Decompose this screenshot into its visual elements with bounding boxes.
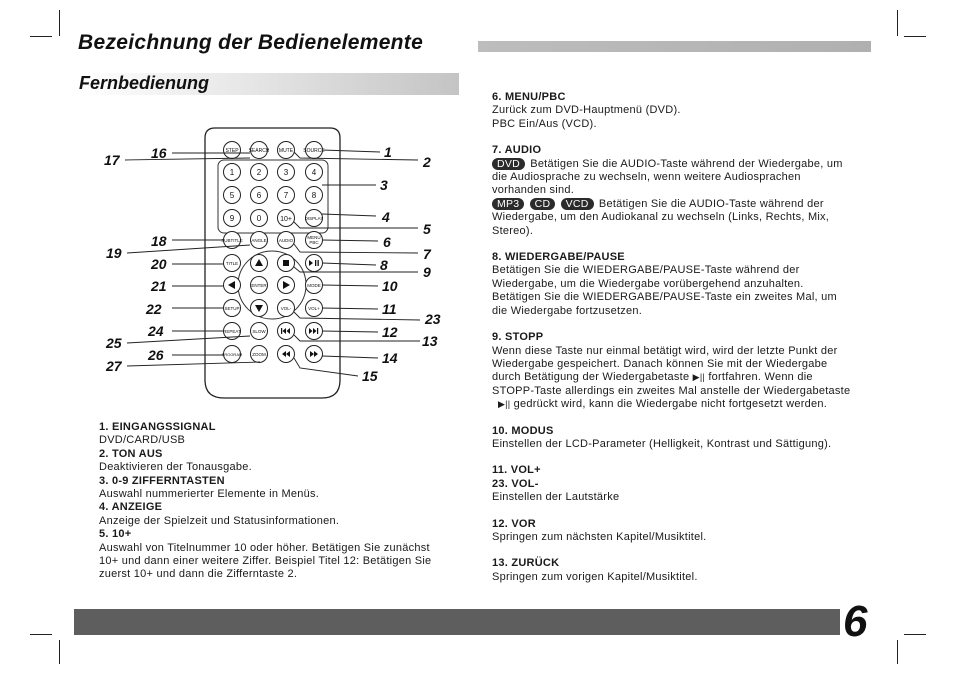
item-heading: 3. 0-9 ZIFFERNTASTEN bbox=[99, 474, 225, 487]
svg-text:MODE: MODE bbox=[307, 283, 321, 288]
item-text: Auswahl nummerierter Elemente in Menüs. bbox=[99, 488, 320, 501]
item-text: DVD/CARD/USB bbox=[99, 434, 186, 447]
svg-text:5: 5 bbox=[229, 191, 235, 200]
svg-text:3: 3 bbox=[283, 168, 289, 177]
digit-7-button bbox=[278, 187, 295, 204]
page-title: Bezeichnung der Bedienelemente bbox=[78, 31, 424, 54]
menu-pbc-button bbox=[306, 232, 323, 249]
item-heading: 12. VOR bbox=[492, 517, 536, 530]
digit-9-button bbox=[224, 210, 241, 227]
stop-line-5 bbox=[492, 398, 892, 411]
item-heading: 13. ZURÜCK bbox=[492, 557, 560, 570]
play-pause-icon: ▶|| bbox=[692, 372, 706, 383]
item-heading: 5. 10+ bbox=[99, 528, 132, 541]
svg-text:PBC: PBC bbox=[309, 240, 319, 245]
item-text: Anzeige der Spielzeit und Statusinformationen. bbox=[99, 514, 340, 527]
callout-17: 17 bbox=[104, 152, 120, 168]
item-heading: 9. STOPP bbox=[492, 331, 544, 344]
callout-15: 15 bbox=[362, 368, 378, 384]
callout-1: 1 bbox=[384, 144, 392, 160]
item-heading: 8. WIEDERGABE/PAUSE bbox=[492, 251, 625, 264]
ten-plus-button bbox=[278, 210, 295, 227]
next-icon bbox=[306, 323, 323, 340]
svg-text:TITLE: TITLE bbox=[225, 261, 239, 266]
title-button bbox=[224, 255, 241, 272]
svg-text:SOURCE: SOURCE bbox=[303, 148, 325, 154]
item-text: Einstellen der Lautstärke bbox=[492, 491, 620, 504]
fast-forward-icon bbox=[306, 346, 323, 363]
dvd-badge: DVD bbox=[492, 158, 525, 170]
previous-icon bbox=[278, 323, 295, 340]
callout-11: 11 bbox=[382, 301, 397, 317]
callout-14: 14 bbox=[382, 350, 398, 366]
callout-18: 18 bbox=[151, 233, 167, 249]
callout-25: 25 bbox=[106, 335, 122, 351]
callout-22: 22 bbox=[146, 301, 162, 317]
svg-text:SUBTITLE: SUBTITLE bbox=[221, 238, 243, 243]
callout-2: 2 bbox=[423, 154, 431, 170]
svg-text:SLOW: SLOW bbox=[252, 329, 266, 334]
callout-23: 23 bbox=[425, 311, 441, 327]
callout-6: 6 bbox=[383, 234, 391, 250]
digit-5-button bbox=[224, 187, 241, 204]
item-heading: 6. MENU/PBC bbox=[492, 91, 566, 103]
play-pause-icon bbox=[306, 255, 323, 272]
svg-text:9: 9 bbox=[229, 214, 235, 223]
step-button bbox=[224, 142, 241, 159]
item-text: Betätigen Sie die AUDIO-Taste während der Wiedergabe, um bbox=[526, 157, 843, 170]
cd-badge: CD bbox=[530, 198, 556, 210]
item-text: die Audiosprache zu wechseln, wenn weitere Audiosprachen bbox=[492, 171, 801, 184]
item-text: die Wiedergabe fortzusetzen. bbox=[492, 304, 643, 317]
callout-4: 4 bbox=[382, 209, 390, 225]
svg-text:4: 4 bbox=[311, 168, 317, 177]
item-text: Betätigen Sie die WIEDERGABE/PAUSE-Taste ein zweites Mal, um bbox=[492, 291, 837, 304]
svg-text:PROGRAM: PROGRAM bbox=[221, 352, 243, 357]
page-number: 6 bbox=[843, 597, 868, 646]
vol-minus-button bbox=[278, 300, 295, 317]
svg-text:VOL-: VOL- bbox=[280, 306, 292, 311]
callout-21: 21 bbox=[151, 278, 167, 294]
item-text: Betätigen Sie die AUDIO-Taste während der bbox=[595, 197, 824, 210]
audio-dvd-line bbox=[492, 158, 892, 171]
item-heading: 7. AUDIO bbox=[492, 144, 542, 157]
svg-text:0: 0 bbox=[256, 214, 262, 223]
svg-text:7: 7 bbox=[283, 191, 289, 200]
svg-text:VOL+: VOL+ bbox=[308, 306, 320, 311]
enter-button bbox=[251, 277, 268, 294]
svg-text:SEARCH: SEARCH bbox=[248, 148, 270, 154]
display-button bbox=[305, 210, 324, 227]
item-heading: 11. VOL+ bbox=[492, 464, 541, 477]
rewind-icon bbox=[278, 346, 295, 363]
callout-19: 19 bbox=[106, 245, 122, 261]
digit-4-button bbox=[306, 164, 323, 181]
audio-mp3-line bbox=[492, 198, 892, 211]
item-text: Zurück zum DVD-Hauptmenü (DVD). bbox=[492, 104, 681, 117]
item-heading: 10. MODUS bbox=[492, 424, 554, 437]
left-arrow-icon bbox=[224, 277, 241, 294]
up-arrow-icon bbox=[251, 255, 268, 272]
stop-line-3 bbox=[492, 371, 892, 384]
item-text: Wiedergabe, um die Wiedergabe vorübergehend anzuhalten. bbox=[492, 277, 804, 290]
left-description-column bbox=[99, 421, 469, 582]
digit-6-button bbox=[251, 187, 268, 204]
item-heading: 23. VOL- bbox=[492, 477, 539, 490]
item-text: Wenn diese Taste nur einmal betätigt wird, wird der letzte Punkt der bbox=[492, 344, 838, 357]
svg-text:8: 8 bbox=[311, 191, 317, 200]
item-text: Einstellen der LCD-Parameter (Helligkeit, Kontrast und Sättigung). bbox=[492, 437, 832, 450]
mute-button bbox=[278, 142, 295, 159]
stop-icon bbox=[278, 255, 295, 272]
callout-10: 10 bbox=[382, 278, 398, 294]
item-text: 10+ und dann einer weitere Ziffer. Beispiel Titel 12: Betätigen Sie bbox=[99, 555, 432, 568]
digit-1-button bbox=[224, 164, 241, 181]
svg-text:ENTER: ENTER bbox=[251, 283, 267, 288]
svg-text:AUDIO: AUDIO bbox=[278, 238, 294, 243]
vcd-badge: VCD bbox=[561, 198, 594, 210]
mp3-badge: MP3 bbox=[492, 198, 524, 210]
section-title: Fernbedienung bbox=[79, 73, 209, 93]
svg-text:ANGLE: ANGLE bbox=[251, 238, 267, 243]
svg-text:MENU: MENU bbox=[307, 235, 321, 240]
svg-text:MUTE: MUTE bbox=[278, 148, 294, 154]
callout-9: 9 bbox=[423, 264, 431, 280]
callout-8: 8 bbox=[380, 257, 388, 273]
svg-text:REPEAT: REPEAT bbox=[223, 329, 241, 334]
svg-text:ZOOM: ZOOM bbox=[252, 352, 266, 357]
right-arrow-icon bbox=[278, 277, 295, 294]
audio-button bbox=[278, 232, 295, 249]
item-text: Wiedergabe gespeichert. Danach können Sie mit der Wiedergabe bbox=[492, 357, 828, 370]
item-text: fortfahren. Wenn die bbox=[705, 371, 813, 384]
svg-text:1: 1 bbox=[229, 168, 235, 177]
item-text: gedrückt wird, kann die Wiedergabe nicht fortgesetzt werden. bbox=[510, 398, 828, 411]
angle-button bbox=[251, 232, 268, 249]
svg-text:STEP: STEP bbox=[225, 148, 239, 154]
item-text: Springen zum vorigen Kapitel/Musiktitel. bbox=[492, 570, 698, 583]
item-text: durch Betätigung der Wiedergabetaste bbox=[492, 371, 693, 384]
play-pause-icon: ▶|| bbox=[498, 399, 511, 410]
slow-button bbox=[251, 323, 268, 340]
callout-20: 20 bbox=[151, 256, 167, 272]
down-arrow-icon bbox=[251, 300, 268, 317]
callout-3: 3 bbox=[380, 177, 388, 193]
item-text: STOPP-Taste allerdings ein zweites Mal anstelle der Wiedergabetaste bbox=[492, 384, 851, 397]
item-text: vorhanden sind. bbox=[492, 184, 575, 197]
digit-2-button bbox=[251, 164, 268, 181]
item-text: Wiedergabe, um den Audiokanal zu wechseln (Links, Rechts, Mix, bbox=[492, 211, 830, 224]
item-heading: 1. EINGANGSSIGNAL bbox=[99, 421, 216, 433]
digit-0-button bbox=[251, 210, 268, 227]
item-heading: 4. ANZEIGE bbox=[99, 501, 163, 514]
item-text: Stereo). bbox=[492, 224, 534, 237]
callout-24: 24 bbox=[148, 323, 164, 339]
svg-text:DISPLAY: DISPLAY bbox=[304, 216, 324, 221]
item-text: Deaktivieren der Tonausgabe. bbox=[99, 461, 252, 474]
item-text: PBC Ein/Aus (VCD). bbox=[492, 117, 597, 130]
svg-text:SETUP: SETUP bbox=[224, 306, 240, 311]
right-description-column bbox=[492, 91, 892, 597]
item-heading: 2. TON AUS bbox=[99, 447, 163, 460]
vol-plus-button bbox=[306, 300, 323, 317]
callout-12: 12 bbox=[382, 324, 398, 340]
callout-13: 13 bbox=[422, 333, 438, 349]
item-text: zuerst 10+ und dann die Zifferntaste 2. bbox=[99, 568, 298, 581]
mode-button bbox=[306, 277, 323, 294]
callout-16: 16 bbox=[151, 145, 167, 161]
svg-text:10+: 10+ bbox=[280, 216, 292, 223]
callout-27: 27 bbox=[106, 358, 122, 374]
item-text: Auswahl von Titelnummer 10 oder höher. Betätigen Sie zunächst bbox=[99, 541, 430, 554]
callout-7: 7 bbox=[423, 246, 431, 262]
svg-text:2: 2 bbox=[256, 168, 262, 177]
zoom-button bbox=[251, 346, 268, 363]
digit-3-button bbox=[278, 164, 295, 181]
svg-text:6: 6 bbox=[256, 191, 262, 200]
digit-8-button bbox=[306, 187, 323, 204]
item-text: Springen zum nächsten Kapitel/Musiktitel. bbox=[492, 530, 707, 543]
setup-button bbox=[224, 300, 241, 317]
callout-26: 26 bbox=[148, 347, 164, 363]
callout-5: 5 bbox=[423, 221, 431, 237]
item-text: Betätigen Sie die WIEDERGABE/PAUSE-Taste während der bbox=[492, 264, 800, 277]
footer-bar bbox=[74, 609, 840, 635]
